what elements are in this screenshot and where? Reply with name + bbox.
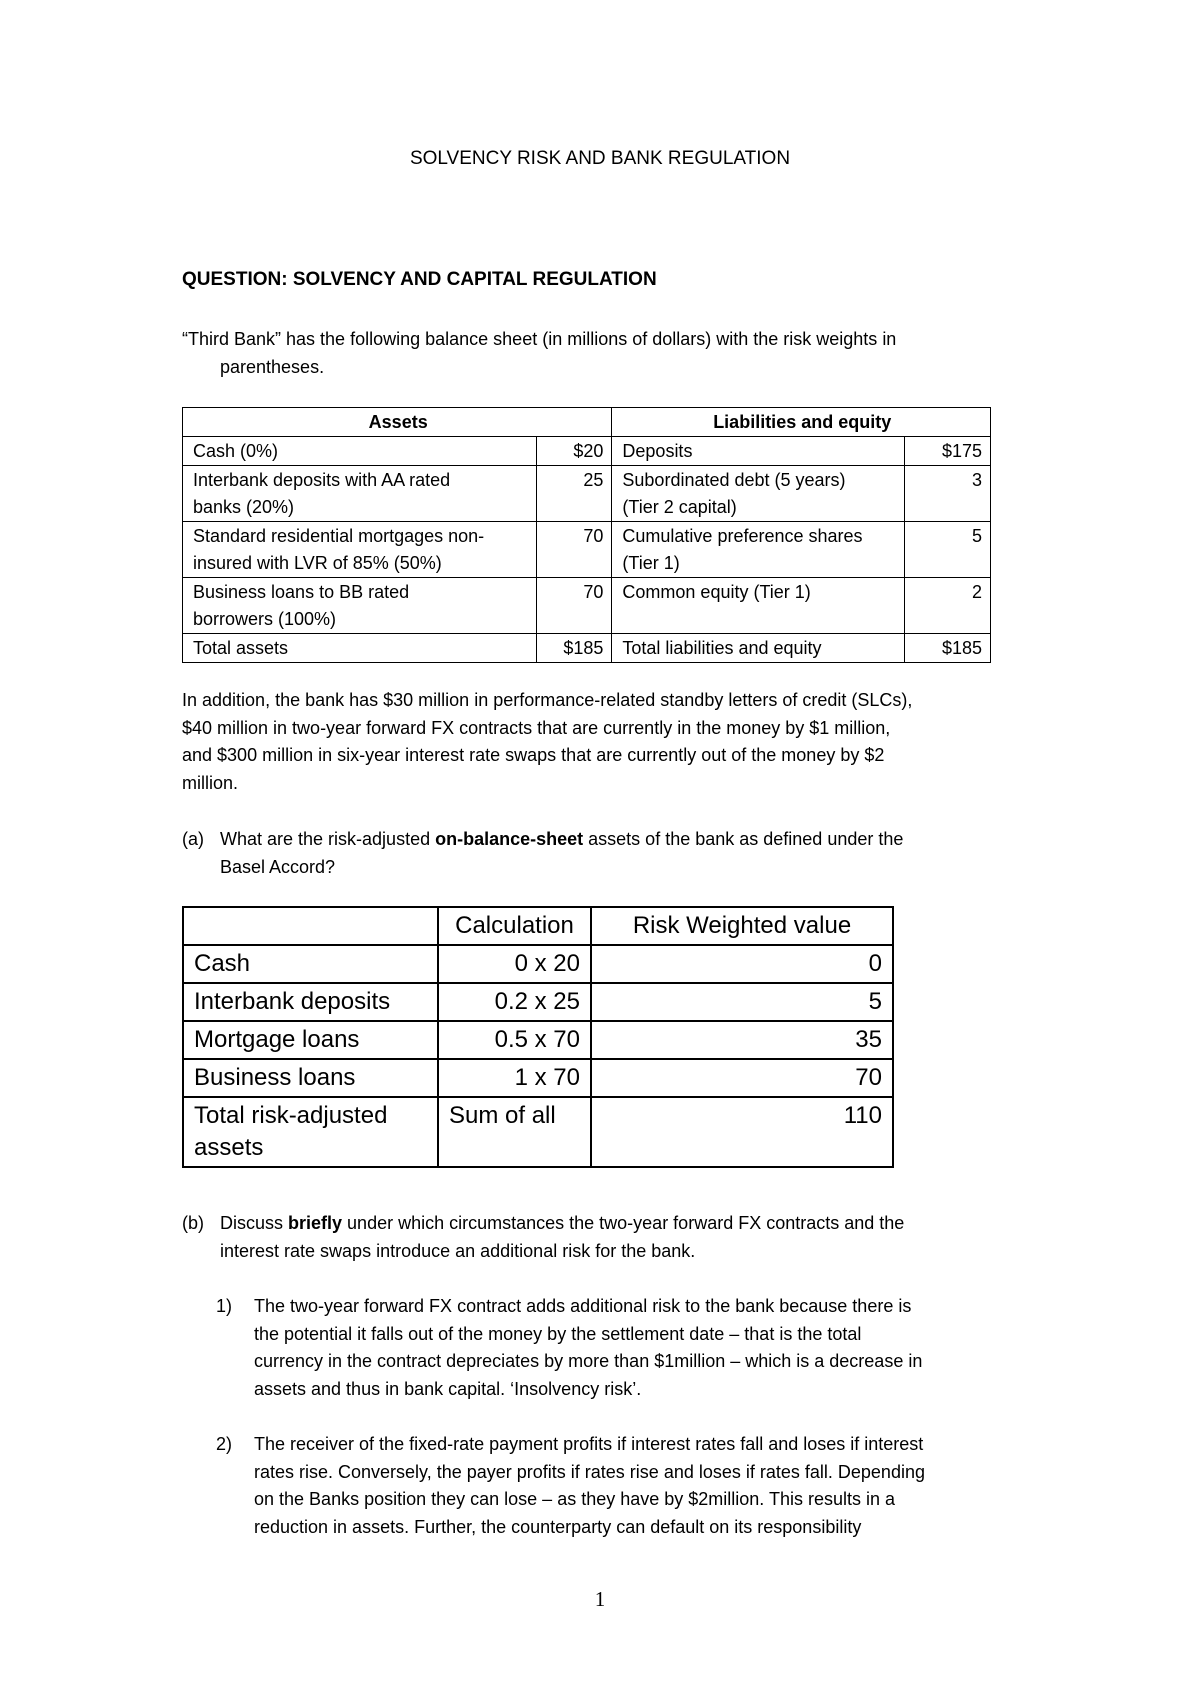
asset-value: 25: [537, 466, 612, 522]
balance-sheet-total-row: [183, 634, 991, 663]
table-row: Business loans 1 x 70 70: [183, 1059, 893, 1097]
calc-total-value: 110: [591, 1097, 893, 1167]
table-row: [183, 522, 991, 578]
liability-value: $175: [905, 437, 991, 466]
asset-label: Interbank deposits with AA rated banks (20%): [183, 466, 537, 522]
liability-label: Cumulative preference shares (Tier 1): [612, 522, 905, 578]
calc-total-calculation: Sum of all: [438, 1097, 591, 1167]
intro-paragraph: [182, 326, 896, 381]
part-b-question: (b) Discuss briefly under which circumstances the two-year forward FX contracts and the interest rate swaps introduce an additional risk for the bank.: [182, 1210, 904, 1265]
part-a-question: (a) What are the risk-adjusted on-balance-sheet assets of the bank as defined under the Basel Accord?: [182, 826, 903, 881]
asset-value: 70: [537, 578, 612, 634]
page-number: 1: [594, 1587, 606, 1611]
liability-value: 2: [905, 578, 991, 634]
table-row: Cash 0 x 20 0: [183, 945, 893, 983]
total-assets-label: Total assets: [183, 634, 537, 663]
question-heading: QUESTION: SOLVENCY AND CAPITAL REGULATION: [182, 269, 657, 290]
liability-label: Common equity (Tier 1): [612, 578, 905, 634]
intro-line-1: “Third Bank” has the following balance sheet (in millions of dollars) with the risk weights in: [182, 329, 897, 349]
asset-label: Standard residential mortgages non- insured with LVR of 85% (50%): [183, 522, 537, 578]
total-assets-value: $185: [537, 634, 612, 663]
calc-total-label: Total risk-adjusted assets: [183, 1097, 438, 1167]
document-title: SOLVENCY RISK AND BANK REGULATION: [409, 148, 791, 169]
liabilities-header: Liabilities and equity: [612, 408, 991, 437]
part-a-marker: (a): [182, 829, 204, 849]
table-row: [183, 578, 991, 634]
risk-weighted-calculation-table: [182, 906, 894, 1168]
intro-line-2: parentheses.: [220, 356, 325, 377]
answer-2-marker: 2): [216, 1434, 233, 1454]
total-liabilities-value: $185: [905, 634, 991, 663]
asset-value: $20: [537, 437, 612, 466]
addition-paragraph: In addition, the bank has $30 million in performance-related standby letters of credit (SLCs), $40 million in two-year forward FX contracts that are currently in the money by $1 million, and $300 million in six-year interest rate swaps that are currently out of the money by $2 million.: [182, 690, 913, 793]
calc-header-calculation: Calculation: [438, 907, 591, 945]
liability-label: Subordinated debt (5 years) (Tier 2 capital): [612, 466, 905, 522]
liability-value: 3: [905, 466, 991, 522]
calc-total-row: [183, 1097, 893, 1167]
table-row: Mortgage loans 0.5 x 70 35: [183, 1021, 893, 1059]
asset-label: Business loans to BB rated borrowers (100%): [183, 578, 537, 634]
asset-value: 70: [537, 522, 612, 578]
table-row: [183, 437, 991, 466]
part-b-marker: (b): [182, 1213, 204, 1233]
calc-header-row: [183, 907, 893, 945]
answer-2: 2) The receiver of the fixed-rate payment profits if interest rates fall and loses if interest rates rise. Conversely, the payer profits if rates rise and loses if rates fall. Depending on the Banks position they can lose – as they have by $2million. This results in a reduction in assets. Further, the counterparty can default on its responsibility: [216, 1431, 925, 1541]
table-row: Interbank deposits 0.2 x 25 5: [183, 983, 893, 1021]
liability-label: Deposits: [612, 437, 905, 466]
calc-header-empty: [183, 907, 438, 945]
assets-header: Assets: [183, 408, 612, 437]
total-liabilities-label: Total liabilities and equity: [612, 634, 905, 663]
liability-value: 5: [905, 522, 991, 578]
table-row: [183, 466, 991, 522]
balance-sheet-header: [183, 408, 991, 437]
calc-header-value: Risk Weighted value: [591, 907, 893, 945]
answer-1: 1) The two-year forward FX contract adds additional risk to the bank because there is the potential it falls out of the money by the settlement date – that is the total currency in the contract depreciates by more than $1million – which is a decrease in assets and thus in bank capital. ‘Insolvency risk’.: [216, 1293, 922, 1403]
answer-1-marker: 1): [216, 1296, 233, 1316]
balance-sheet-table: [182, 407, 991, 663]
asset-label: Cash (0%): [183, 437, 537, 466]
